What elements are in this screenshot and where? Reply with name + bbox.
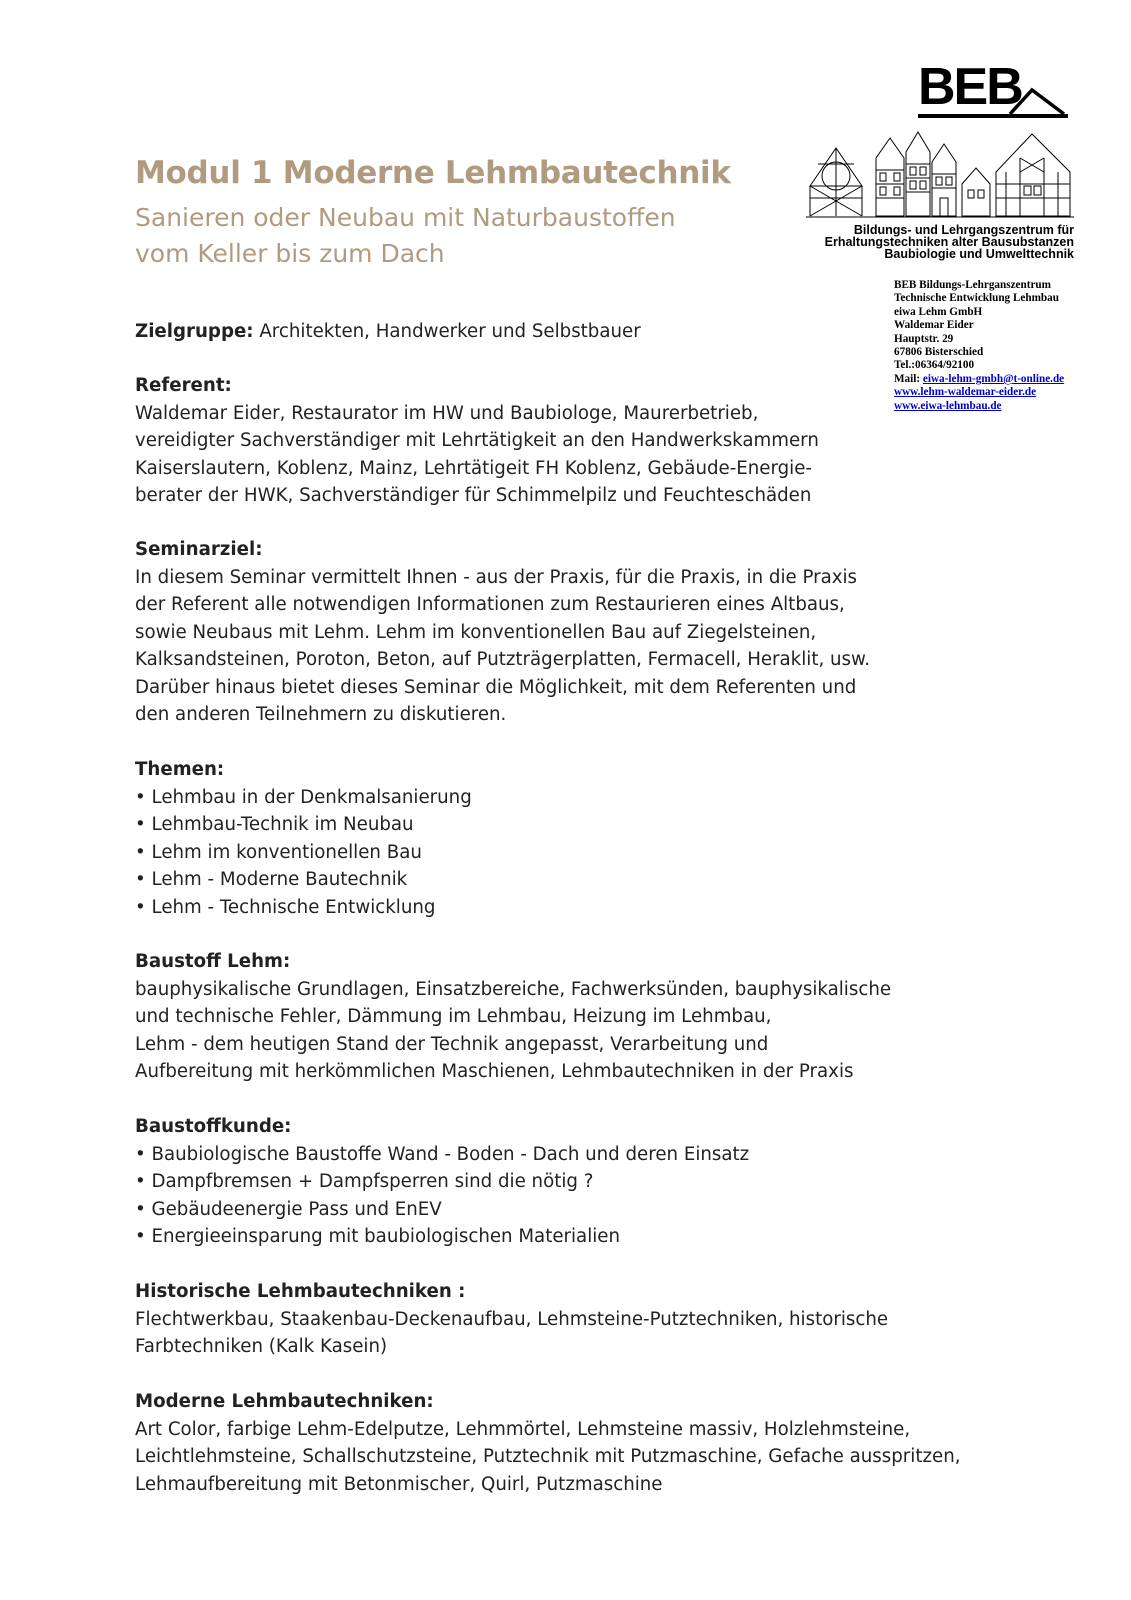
- section-heading: Moderne Lehmbautechniken:: [135, 1391, 434, 1412]
- moderne-line: Art Color, farbige Lehm-Edelputze, Lehmmörtel, Lehmsteine massiv, Holzlehmsteine,: [135, 1418, 911, 1440]
- section-heading: Referent:: [135, 375, 232, 396]
- baustoff-lehm-line: Aufbereitung mit herkömmlichen Maschienen, Lehmbautechniken in der Praxis: [135, 1061, 854, 1082]
- baustoffkunde-item: • Dampfbremsen + Dampfsperren sind die nötig ?: [135, 1171, 594, 1192]
- historische-line: Flechtwerkbau, Staakenbau-Deckenaufbau, Lehmsteine-Putztechniken, historische: [135, 1308, 889, 1330]
- seminarziel-section: [135, 536, 1015, 729]
- subtitle-line: vom Keller bis zum Dach: [135, 239, 445, 268]
- baustoffkunde-section: [135, 1113, 1015, 1251]
- moderne-line: Lehmaufbereitung mit Betonmischer, Quirl, Putzmaschine: [135, 1473, 663, 1495]
- seminarziel-line: Darüber hinaus bietet dieses Seminar die Möglichkeit, mit dem Referenten und: [135, 676, 857, 698]
- contact-line: 67806 Bisterschied: [894, 346, 984, 359]
- seminarziel-line: sowie Neubaus mit Lehm. Lehm im konventionellen Bau auf Ziegelsteinen,: [135, 621, 817, 643]
- logo-caption-line: Baubiologie und Umwelttechnik: [884, 247, 1074, 261]
- contact-line: Technische Entwicklung Lehmbau: [894, 292, 1059, 305]
- mail-label: Mail:: [894, 372, 923, 385]
- themen-item: • Lehm - Moderne Bautechnik: [135, 869, 408, 890]
- seminarziel-line: den anderen Teilnehmern zu diskutieren.: [135, 704, 507, 725]
- baustoff-lehm-line: bauphysikalische Grundlagen, Einsatzbereiche, Fachwerksünden, bauphysikalische: [135, 978, 892, 1000]
- roof-icon: [914, 62, 1074, 124]
- baustoff-lehm-section: [135, 948, 1015, 1086]
- section-heading: Seminarziel:: [135, 539, 263, 560]
- contact-line: Waldemar Eider: [894, 319, 974, 332]
- zielgruppe-label: Zielgruppe:: [135, 321, 254, 342]
- section-heading: Themen:: [135, 759, 225, 780]
- section-heading: Baustoffkunde:: [135, 1116, 292, 1137]
- baustoffkunde-item: • Energieeinsparung mit baubiologischen Materialien: [135, 1226, 621, 1247]
- logo-caption: [806, 224, 1074, 260]
- contact-line: BEB Bildungs-Lehrganszentrum: [894, 279, 1051, 291]
- page-subtitle: [135, 200, 676, 272]
- beb-wordmark: [914, 58, 1074, 124]
- referent-line: vereidigter Sachverständiger mit Lehrtätigkeit an den Handwerkskammern: [135, 430, 819, 451]
- baustoff-lehm-line: Lehm - dem heutigen Stand der Technik angepasst, Verarbeitung und: [135, 1033, 769, 1055]
- seminarziel-line: In diesem Seminar vermittelt Ihnen - aus der Praxis, für die Praxis, in die Praxis: [135, 566, 858, 588]
- website-link-1[interactable]: www.lehm-waldemar-eider.de: [894, 386, 1037, 399]
- contact-line: Hauptstr. 29: [894, 332, 954, 345]
- beb-wordmark-text: BEB: [918, 58, 1022, 116]
- page-title: Modul 1 Moderne Lehmbautechnik: [135, 155, 731, 191]
- themen-section: [135, 756, 1015, 921]
- historische-section: [135, 1278, 1015, 1361]
- zielgruppe-line: [135, 318, 1015, 346]
- moderne-line: Leichtlehmsteine, Schallschutzsteine, Putztechnik mit Putzmaschine, Gefache ausspritzen,: [135, 1446, 961, 1467]
- themen-item: • Lehm im konventionellen Bau: [135, 841, 422, 863]
- referent-section: [135, 372, 1015, 510]
- baustoffkunde-item: • Baubiologische Baustoffe Wand - Boden - Dach und deren Einsatz: [135, 1143, 750, 1165]
- section-heading: Baustoff Lehm:: [135, 951, 291, 972]
- contact-line: eiwa Lehm GmbH: [894, 305, 983, 318]
- logo-caption-line: Bildungs- und Lehrgangszentrum für: [853, 223, 1074, 237]
- moderne-section: [135, 1388, 1015, 1498]
- referent-line: Kaiserslautern, Koblenz, Mainz, Lehrtätigeit FH Koblenz, Gebäude-Energie-: [135, 457, 812, 479]
- baustoff-lehm-line: und technische Fehler, Dämmung im Lehmbau, Heizung im Lehmbau,: [135, 1006, 772, 1027]
- themen-item: • Lehm - Technische Entwicklung: [135, 896, 436, 918]
- mail-link[interactable]: eiwa-lehm-gmbh@t-online.de: [922, 372, 1065, 385]
- logo-caption-line: Erhaltungstechniken alter Bausubstanzen: [824, 235, 1074, 249]
- website-link-2[interactable]: www.eiwa-lehmbau.de: [894, 399, 1002, 412]
- themen-item: • Lehmbau-Technik im Neubau: [135, 814, 414, 835]
- seminarziel-line: der Referent alle notwendigen Informationen zum Restaurieren eines Altbaus,: [135, 594, 845, 615]
- contact-line: Tel.:06364/92100: [894, 359, 975, 372]
- zielgruppe-text: Architekten, Handwerker und Selbstbauer: [253, 321, 641, 342]
- historische-line: Farbtechniken (Kalk Kasein): [135, 1336, 388, 1357]
- referent-line: berater der HWK, Sachverständiger für Schimmelpilz und Feuchteschäden: [135, 485, 812, 506]
- themen-item: • Lehmbau in der Denkmalsanierung: [135, 786, 472, 808]
- referent-line: Waldemar Eider, Restaurator im HW und Baubiologe, Maurerbetrieb,: [135, 402, 759, 424]
- zielgruppe-section: [135, 318, 1015, 346]
- section-heading: Historische Lehmbautechniken :: [135, 1281, 466, 1302]
- baustoffkunde-item: • Gebäudeenergie Pass und EnEV: [135, 1198, 442, 1220]
- historic-buildings-illustration-icon: [806, 128, 1074, 220]
- seminarziel-line: Kalksandsteinen, Poroton, Beton, auf Putzträgerplatten, Fermacell, Heraklit, usw.: [135, 649, 871, 670]
- subtitle-line: Sanieren oder Neubau mit Naturbaustoffen: [135, 203, 676, 232]
